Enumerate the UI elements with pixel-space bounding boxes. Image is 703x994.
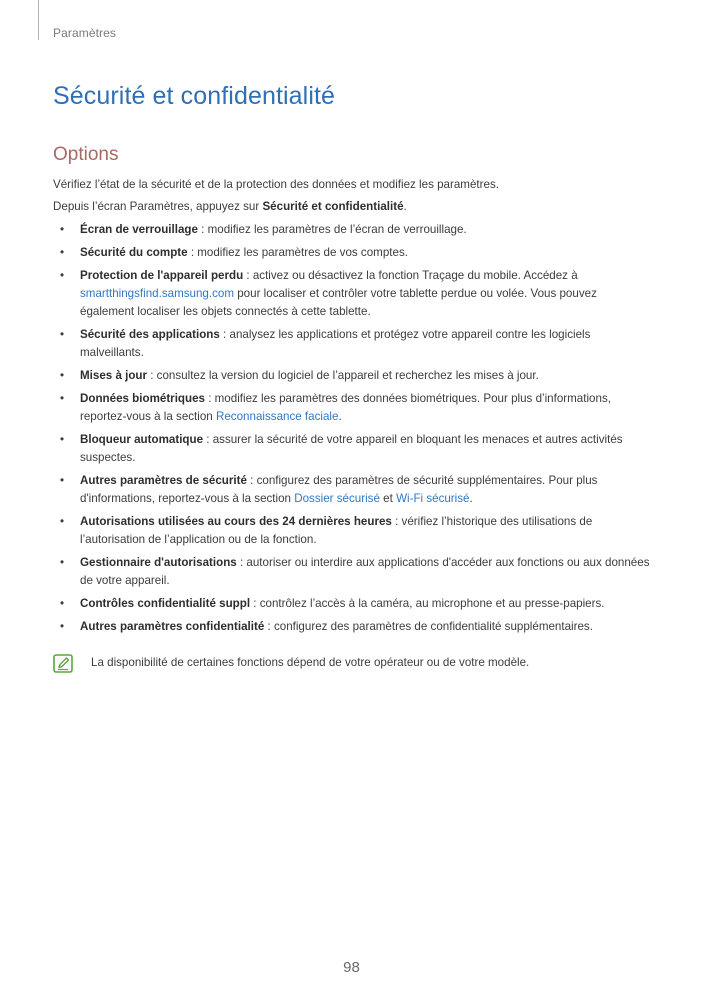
item-text-continued: et	[379, 492, 397, 505]
item-text-continued: .	[338, 410, 342, 423]
list-item-other-privacy-settings	[53, 618, 651, 636]
item-title: Protection de l'appareil perdu	[80, 269, 244, 282]
content-body	[53, 176, 651, 641]
item-text: : assurer la sécurité de votre appareil en bloquant les menaces et autres activités suspectes.	[80, 433, 623, 464]
item-title: Autorisations utilisées au cours des 24 dernières heures	[80, 515, 392, 528]
secure-wifi-link[interactable]: Wi-Fi sécurisé	[396, 492, 470, 505]
intro-paragraph: Vérifiez l’état de la sécurité et de la protection des données et modifiez les paramètres.	[53, 178, 499, 191]
list-item-updates	[53, 367, 651, 385]
section-header: Paramètres	[53, 26, 117, 40]
item-text: : activez ou désactivez la fonction Traçage du mobile. Accédez à	[243, 269, 578, 282]
instruction-menu-name: Sécurité et confidentialité	[262, 200, 404, 213]
note-text: La disponibilité de certaines fonctions dépend de votre opérateur ou de votre modèle.	[91, 656, 530, 669]
item-text: : consultez la version du logiciel de l’appareil et recherchez les mises à jour.	[147, 369, 539, 382]
list-item-permissions-24h	[53, 513, 651, 549]
item-text-continued: pour localiser et contrôler votre tablette perdue ou volée. Vous pouvez également localiser les objets connectés à cette tablette.	[80, 287, 597, 318]
item-text: : contrôlez l’accès à la caméra, au microphone et au presse-papiers.	[250, 597, 605, 610]
list-item-additional-privacy-controls	[53, 595, 651, 613]
item-text: : configurez des paramètres de confidentialité supplémentaires.	[264, 620, 593, 633]
item-title: Sécurité des applications	[80, 328, 220, 341]
item-title: Contrôles confidentialité suppl	[80, 597, 251, 610]
item-text: : modifiez les paramètres des données biométriques. Pour plus d’informations, reportez-vous à la section	[80, 392, 611, 423]
item-text: : vérifiez l’historique des utilisations de l’autorisation de l’application ou de la fonction.	[80, 515, 593, 546]
list-item-lock-screen	[53, 221, 651, 239]
item-text-end: .	[469, 492, 473, 505]
item-title: Sécurité du compte	[80, 246, 188, 259]
item-text: : modifiez les paramètres de l’écran de verrouillage.	[197, 223, 467, 236]
instruction-prefix: Depuis l’écran Paramètres, appuyez sur	[53, 200, 263, 213]
item-title: Autres paramètres de sécurité	[80, 474, 247, 487]
list-item-biometrics	[53, 390, 651, 426]
item-text: : analysez les applications et protégez votre appareil contre les logiciels malveillants.	[80, 328, 591, 359]
item-title: Écran de verrouillage	[80, 223, 198, 236]
list-item-account-security	[53, 244, 651, 262]
item-text: : configurez des paramètres de sécurité supplémentaires. Pour plus d'informations, reportez-vous à la section	[80, 474, 598, 505]
instruction-paragraph	[53, 198, 651, 216]
list-item-app-security	[53, 326, 651, 362]
secure-folder-link[interactable]: Dossier sécurisé	[294, 492, 380, 505]
item-text: : modifiez les paramètres de vos comptes.	[187, 246, 408, 259]
list-item-other-security-settings	[53, 472, 651, 508]
list-item-auto-blocker	[53, 431, 651, 467]
item-title: Données biométriques	[80, 392, 205, 405]
item-title: Bloqueur automatique	[80, 433, 204, 446]
item-text: : autoriser ou interdire aux applications d'accéder aux fonctions ou aux données de votre appareil.	[80, 556, 650, 587]
options-list	[53, 221, 651, 636]
margin-rule	[38, 0, 39, 40]
section-subtitle: Options	[53, 144, 119, 165]
item-title: Gestionnaire d'autorisations	[80, 556, 237, 569]
instruction-suffix: .	[403, 200, 407, 213]
page-title: Sécurité et confidentialité	[53, 82, 336, 110]
list-item-lost-device-protection	[53, 267, 651, 321]
item-title: Autres paramètres confidentialité	[80, 620, 265, 633]
face-recognition-link[interactable]: Reconnaissance faciale	[215, 410, 339, 423]
item-title: Mises à jour	[80, 369, 148, 382]
smartthings-find-link[interactable]: smartthingsfind.samsung.com	[80, 287, 235, 300]
note-pencil-icon	[53, 654, 73, 673]
page-number: 98	[343, 959, 360, 976]
list-item-permission-manager	[53, 554, 651, 590]
